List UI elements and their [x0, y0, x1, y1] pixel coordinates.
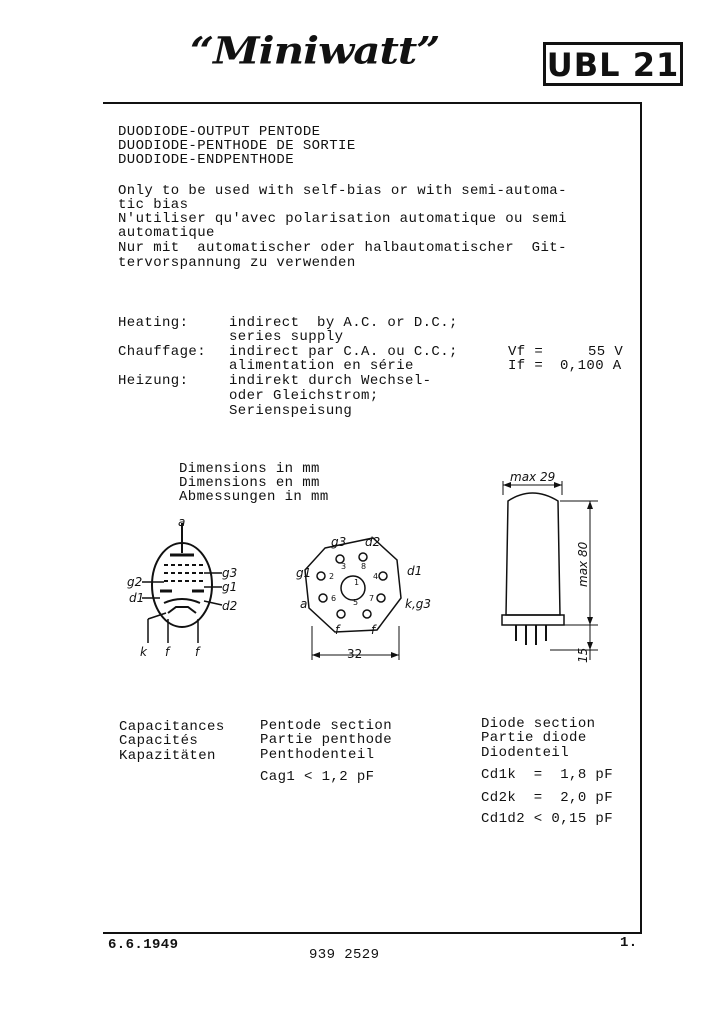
pentode-heading-de: Penthodenteil	[260, 747, 375, 763]
frame-right-rule	[640, 102, 642, 934]
base-pin-4: 4	[373, 572, 379, 581]
base-pin-diagram	[285, 530, 445, 665]
base-label-d1: d1	[407, 564, 423, 578]
note-line-5: Nur mit automatischer oder halbautomatischer Git-	[118, 240, 567, 256]
pentode-heading-en: Pentode section	[260, 718, 393, 734]
miniwatt-logo: “Miniwatt”	[190, 28, 440, 73]
heating-line-7: Serienspeisung	[229, 403, 353, 419]
diode-heading-en: Diode section	[481, 716, 596, 732]
title-en: DUODIODE-OUTPUT PENTODE	[118, 124, 321, 140]
sym-label-f2: f	[195, 645, 200, 659]
pin-length-label: 15	[576, 647, 590, 663]
base-label-g3: g3	[331, 535, 347, 549]
if-value: 0,100 A	[560, 358, 622, 374]
note-line-2: tic bias	[118, 197, 189, 213]
dimensions-fr: Dimensions en mm	[179, 475, 320, 491]
sym-label-g3: g3	[222, 566, 238, 580]
type-code-box	[543, 42, 683, 86]
note-line-6: tervorspannung zu verwenden	[118, 255, 356, 271]
frame-bottom-rule	[103, 932, 642, 934]
diode-cd1k: Cd1k = 1,8 pF	[481, 767, 614, 783]
title-fr: DUODIODE-PENTHODE DE SORTIE	[118, 138, 356, 154]
heating-line-6: oder Gleichstrom;	[229, 388, 379, 404]
base-pin-6: 6	[331, 594, 337, 603]
dimensions-en: Dimensions in mm	[179, 461, 320, 477]
note-line-4: automatique	[118, 225, 215, 241]
footer-date: 6.6.1949	[108, 937, 179, 953]
frame-top-rule	[103, 102, 642, 104]
dimensions-de: Abmessungen in mm	[179, 489, 329, 505]
pentode-heading-fr: Partie penthode	[260, 732, 393, 748]
pentode-cag1: Cag1 < 1,2 pF	[260, 769, 375, 785]
max-diameter-label: max 29	[510, 470, 556, 484]
heating-label-en: Heating:	[118, 315, 189, 331]
vf-label: Vf =	[508, 344, 544, 360]
tube-outline-drawing	[490, 465, 620, 670]
heating-label-de: Heizung:	[118, 373, 189, 389]
base-label-g1: g1	[296, 566, 312, 580]
note-line-3: N'utiliser qu'avec polarisation automatique ou semi	[118, 211, 567, 227]
max-length-label: max 80	[576, 541, 590, 587]
base-label-d2: d2	[365, 535, 381, 549]
cap-heading-de: Kapazitäten	[119, 748, 216, 764]
type-code: UBL 21	[546, 46, 680, 84]
tube-symbol-diagram	[120, 515, 250, 665]
footer-doc-number: 939 2529	[309, 947, 380, 963]
sym-label-g2: g2	[127, 575, 143, 589]
vf-value: 55 V	[588, 344, 624, 360]
heating-label-fr: Chauffage:	[118, 344, 207, 360]
base-pin-1: 1	[354, 578, 360, 587]
heating-line-3: indirect par C.A. ou C.C.;	[229, 344, 458, 360]
sym-label-k: k	[140, 645, 147, 659]
cap-heading-fr: Capacités	[119, 733, 199, 749]
heating-line-2: series supply	[229, 329, 344, 345]
base-label-kg3: k,g3	[405, 597, 432, 611]
diode-cd2k: Cd2k = 2,0 pF	[481, 790, 614, 806]
heating-line-1: indirect by A.C. or D.C.;	[229, 315, 458, 331]
base-pin-5: 5	[353, 598, 359, 607]
heating-line-5: indirekt durch Wechsel-	[229, 373, 432, 389]
base-label-f2: f	[371, 623, 376, 637]
sym-label-a: a	[178, 515, 186, 529]
sym-label-f1: f	[165, 645, 170, 659]
base-pin-2: 2	[329, 572, 335, 581]
base-dia-label: 32	[347, 647, 363, 661]
note-line-1: Only to be used with self-bias or with semi-automa-	[118, 183, 567, 199]
title-de: DUODIODE-ENDPENTHODE	[118, 152, 295, 168]
diode-cd1d2: Cd1d2 < 0,15 pF	[481, 811, 614, 827]
base-pin-7: 7	[369, 594, 375, 603]
sym-label-d2: d2	[222, 599, 238, 613]
diode-heading-fr: Partie diode	[481, 730, 587, 746]
heating-line-4: alimentation en série	[229, 358, 414, 374]
cap-heading-en: Capacitances	[119, 719, 225, 735]
base-pin-3: 3	[341, 562, 347, 571]
base-label-f1: f	[335, 623, 340, 637]
base-pin-8: 8	[361, 562, 367, 571]
footer-page-number: 1.	[620, 935, 638, 951]
base-label-a: a	[300, 597, 308, 611]
diode-heading-de: Diodenteil	[481, 745, 570, 761]
sym-label-g1: g1	[222, 580, 238, 594]
if-label: If =	[508, 358, 544, 374]
sym-label-d1: d1	[129, 591, 145, 605]
